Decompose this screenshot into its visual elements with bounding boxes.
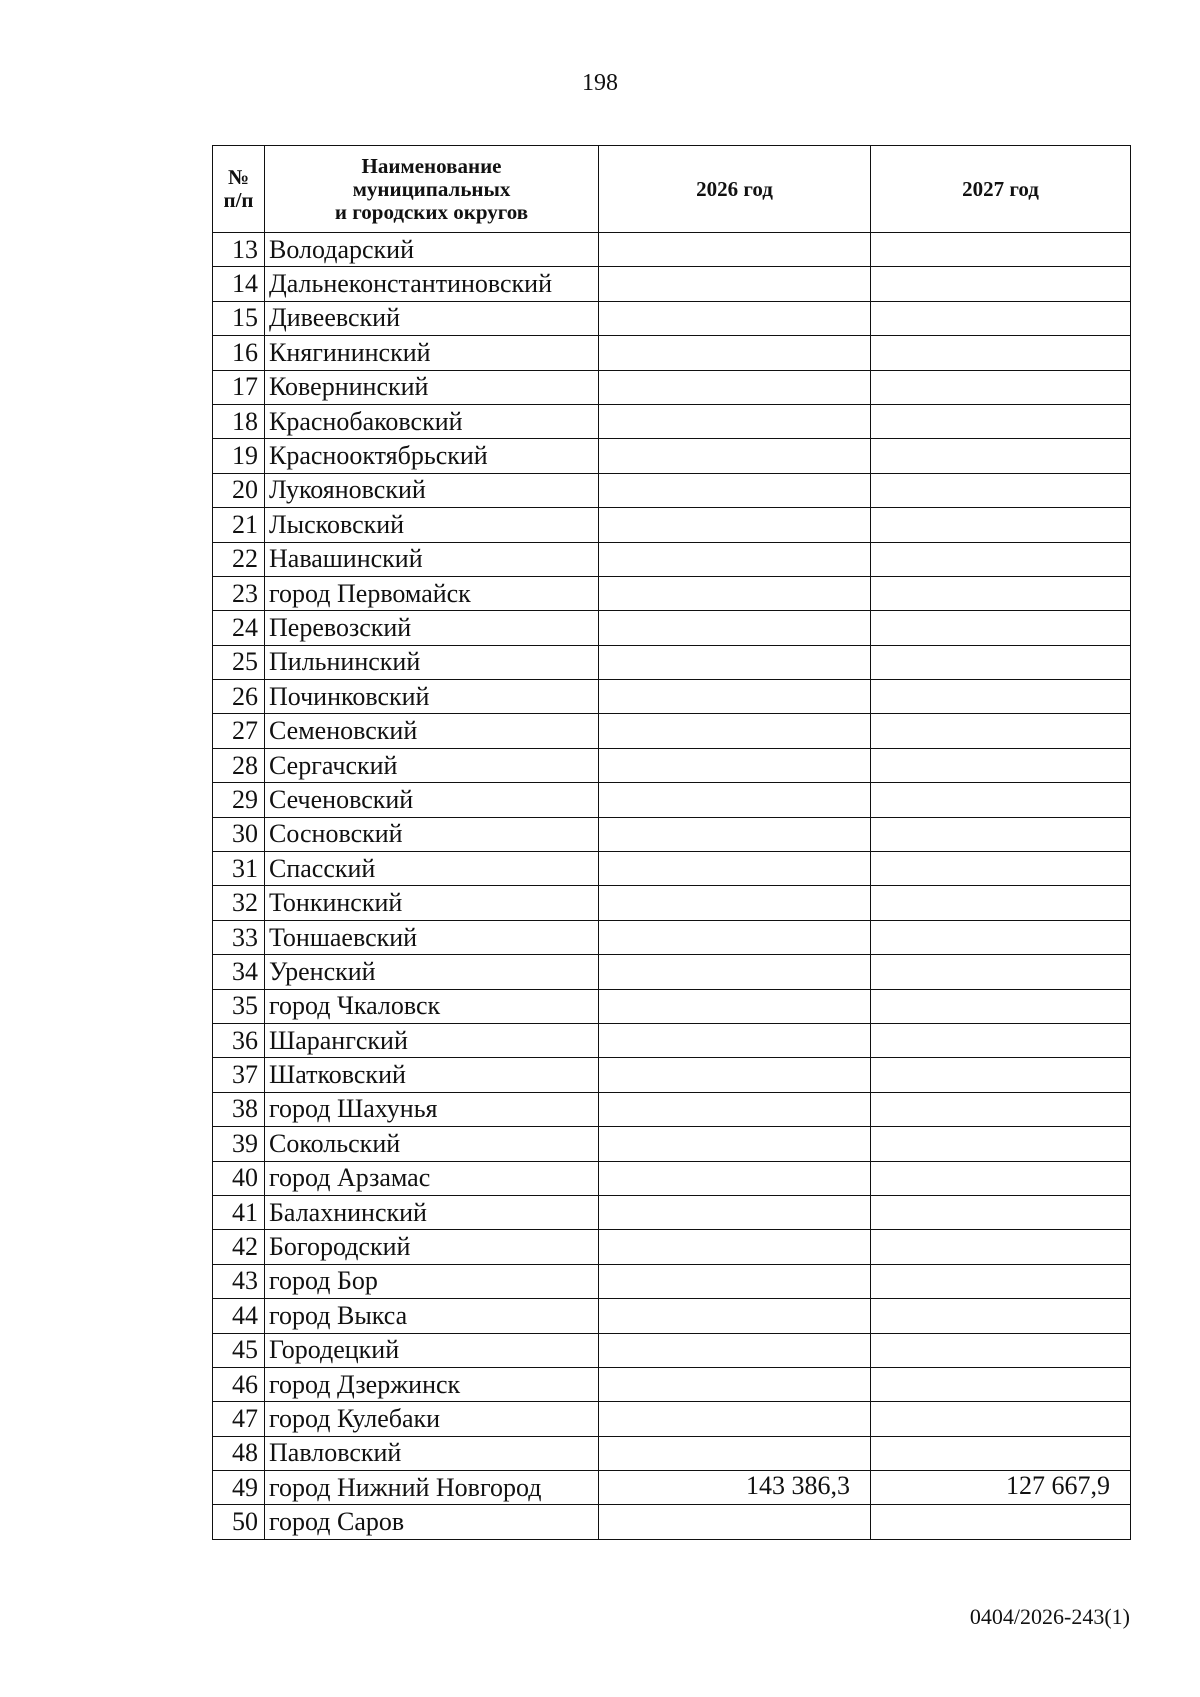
value-2027-cell: [871, 404, 1131, 438]
row-number-cell: 42: [213, 1230, 265, 1264]
value-2026-cell: [599, 611, 871, 645]
municipality-name-cell: город Кулебаки: [265, 1402, 599, 1436]
row-number-cell: 21: [213, 508, 265, 542]
row-number-cell: 40: [213, 1161, 265, 1195]
value-2026-cell: [599, 783, 871, 817]
table-row: [213, 748, 1131, 782]
table-row: [213, 1505, 1131, 1539]
value-2026-cell: [599, 852, 871, 886]
value-2027-cell: [871, 370, 1131, 404]
municipality-name-cell: город Чкаловск: [265, 989, 599, 1023]
municipality-name-cell: Дивеевский: [265, 301, 599, 335]
value-2026-cell: [599, 1161, 871, 1195]
row-number-cell: 24: [213, 611, 265, 645]
value-2026-cell: [599, 1092, 871, 1126]
row-number-cell: 30: [213, 817, 265, 851]
value-2026-cell: [599, 576, 871, 610]
table-row: [213, 473, 1131, 507]
table-header-row: [213, 146, 1131, 233]
value-2027-cell: [871, 817, 1131, 851]
row-number-cell: 45: [213, 1333, 265, 1367]
header-year-2027: 2027 год: [871, 146, 1131, 233]
table-row: [213, 1023, 1131, 1057]
row-number-cell: 14: [213, 267, 265, 301]
value-2026-cell: [599, 439, 871, 473]
value-2026-cell: [599, 233, 871, 267]
table-row: [213, 370, 1131, 404]
row-number-cell: 50: [213, 1505, 265, 1539]
value-2027-cell: [871, 645, 1131, 679]
table-row: [213, 233, 1131, 267]
municipality-name-cell: Сосновский: [265, 817, 599, 851]
table-row: [213, 680, 1131, 714]
row-number-cell: 43: [213, 1264, 265, 1298]
municipality-name-cell: Сеченовский: [265, 783, 599, 817]
value-2026-cell: [599, 886, 871, 920]
table-row: [213, 817, 1131, 851]
budget-table: [212, 145, 1131, 1540]
municipality-name-cell: Дальнеконстантиновский: [265, 267, 599, 301]
value-2027-cell: [871, 1264, 1131, 1298]
value-2026-cell: [599, 267, 871, 301]
value-2027-cell: [871, 920, 1131, 954]
header-municipality-name: Наименование муниципальных и городских округов: [265, 146, 599, 233]
row-number-cell: 18: [213, 404, 265, 438]
value-2026-cell: [599, 920, 871, 954]
municipality-name-cell: Лукояновский: [265, 473, 599, 507]
municipality-name-cell: город Шахунья: [265, 1092, 599, 1126]
row-number-cell: 33: [213, 920, 265, 954]
value-2027-cell: [871, 1230, 1131, 1264]
table-body: [213, 233, 1131, 1540]
row-number-cell: 17: [213, 370, 265, 404]
value-2027-cell: [871, 439, 1131, 473]
table-row: [213, 1471, 1131, 1505]
table-row: [213, 645, 1131, 679]
value-2027-cell: [871, 1195, 1131, 1229]
value-2027-cell: [871, 748, 1131, 782]
row-number-cell: 38: [213, 1092, 265, 1126]
row-number-cell: 27: [213, 714, 265, 748]
table-row: [213, 542, 1131, 576]
value-2027-cell: [871, 542, 1131, 576]
value-2027-cell: [871, 1058, 1131, 1092]
value-2026-cell: [599, 1505, 871, 1539]
value-2026-cell: [599, 542, 871, 576]
value-2026-cell: [599, 336, 871, 370]
municipality-name-cell: Городецкий: [265, 1333, 599, 1367]
municipality-name-cell: Володарский: [265, 233, 599, 267]
value-2026-cell: [599, 1230, 871, 1264]
row-number-cell: 26: [213, 680, 265, 714]
value-2027-cell: [871, 1505, 1131, 1539]
municipality-name-cell: Уренский: [265, 955, 599, 989]
table-row: [213, 611, 1131, 645]
value-2026-cell: [599, 508, 871, 542]
table-row: [213, 404, 1131, 438]
municipality-name-cell: город Бор: [265, 1264, 599, 1298]
value-2027-cell: [871, 336, 1131, 370]
row-number-cell: 44: [213, 1299, 265, 1333]
table-row: [213, 267, 1131, 301]
value-2026-cell: [599, 1402, 871, 1436]
row-number-cell: 15: [213, 301, 265, 335]
municipality-name-cell: Шатковский: [265, 1058, 599, 1092]
value-2026-cell: [599, 1436, 871, 1470]
value-2027-cell: [871, 267, 1131, 301]
value-2027-cell: [871, 1023, 1131, 1057]
table-row: [213, 1195, 1131, 1229]
value-2027-cell: [871, 508, 1131, 542]
municipality-name-cell: Сергачский: [265, 748, 599, 782]
value-2026-cell: [599, 817, 871, 851]
value-2026-cell: 143 386,3: [599, 1471, 871, 1505]
municipality-name-cell: Ковернинский: [265, 370, 599, 404]
municipality-name-cell: Сокольский: [265, 1127, 599, 1161]
row-number-cell: 32: [213, 886, 265, 920]
page-number: 198: [582, 70, 618, 96]
row-number-cell: 29: [213, 783, 265, 817]
value-2026-cell: [599, 714, 871, 748]
value-2027-cell: [871, 989, 1131, 1023]
row-number-cell: 34: [213, 955, 265, 989]
value-2027-cell: [871, 611, 1131, 645]
municipality-name-cell: Шарангский: [265, 1023, 599, 1057]
municipality-name-cell: город Выкса: [265, 1299, 599, 1333]
table-row: [213, 714, 1131, 748]
row-number-cell: 20: [213, 473, 265, 507]
municipality-name-cell: город Арзамас: [265, 1161, 599, 1195]
row-number-cell: 23: [213, 576, 265, 610]
municipality-name-cell: Починковский: [265, 680, 599, 714]
municipality-name-cell: город Саров: [265, 1505, 599, 1539]
value-2027-cell: [871, 1367, 1131, 1401]
municipality-name-cell: Навашинский: [265, 542, 599, 576]
municipality-name-cell: Павловский: [265, 1436, 599, 1470]
table-row: [213, 1264, 1131, 1298]
value-2026-cell: [599, 1195, 871, 1229]
value-2027-cell: [871, 955, 1131, 989]
value-2027-cell: [871, 1402, 1131, 1436]
row-number-cell: 48: [213, 1436, 265, 1470]
municipality-name-cell: Краснооктябрьский: [265, 439, 599, 473]
value-2027-cell: [871, 886, 1131, 920]
value-2026-cell: [599, 989, 871, 1023]
table-row: [213, 1367, 1131, 1401]
value-2026-cell: [599, 404, 871, 438]
municipality-name-cell: город Первомайск: [265, 576, 599, 610]
municipality-name-cell: Семеновский: [265, 714, 599, 748]
value-2027-cell: [871, 301, 1131, 335]
row-number-cell: 37: [213, 1058, 265, 1092]
table-row: [213, 1436, 1131, 1470]
municipality-name-cell: город Нижний Новгород: [265, 1471, 599, 1505]
value-2026-cell: [599, 1333, 871, 1367]
row-number-cell: 46: [213, 1367, 265, 1401]
row-number-cell: 31: [213, 852, 265, 886]
municipality-name-cell: Балахнинский: [265, 1195, 599, 1229]
municipality-name-cell: Пильнинский: [265, 645, 599, 679]
row-number-cell: 19: [213, 439, 265, 473]
value-2026-cell: [599, 370, 871, 404]
value-2026-cell: [599, 955, 871, 989]
municipality-name-cell: город Дзержинск: [265, 1367, 599, 1401]
table-row: [213, 576, 1131, 610]
table-row: [213, 1127, 1131, 1161]
row-number-cell: 16: [213, 336, 265, 370]
table-row: [213, 1333, 1131, 1367]
table-row: [213, 336, 1131, 370]
value-2026-cell: [599, 645, 871, 679]
row-number-cell: 49: [213, 1471, 265, 1505]
municipality-name-cell: Тонкинский: [265, 886, 599, 920]
table-row: [213, 1230, 1131, 1264]
table-row: [213, 920, 1131, 954]
value-2026-cell: [599, 301, 871, 335]
value-2026-cell: [599, 473, 871, 507]
value-2026-cell: [599, 1367, 871, 1401]
value-2027-cell: 127 667,9: [871, 1471, 1131, 1505]
row-number-cell: 41: [213, 1195, 265, 1229]
value-2026-cell: [599, 1058, 871, 1092]
value-2027-cell: [871, 783, 1131, 817]
value-2027-cell: [871, 233, 1131, 267]
table-row: [213, 989, 1131, 1023]
table-row: [213, 1402, 1131, 1436]
table-row: [213, 783, 1131, 817]
value-2026-cell: [599, 1023, 871, 1057]
row-number-cell: 13: [213, 233, 265, 267]
municipality-name-cell: Тоншаевский: [265, 920, 599, 954]
row-number-cell: 22: [213, 542, 265, 576]
value-2027-cell: [871, 852, 1131, 886]
value-2027-cell: [871, 1127, 1131, 1161]
table-row: [213, 439, 1131, 473]
value-2026-cell: [599, 1264, 871, 1298]
municipality-name-cell: Краснобаковский: [265, 404, 599, 438]
value-2027-cell: [871, 1436, 1131, 1470]
row-number-cell: 36: [213, 1023, 265, 1057]
row-number-cell: 25: [213, 645, 265, 679]
municipality-name-cell: Княгининский: [265, 336, 599, 370]
value-2027-cell: [871, 1299, 1131, 1333]
value-2026-cell: [599, 1299, 871, 1333]
row-number-cell: 47: [213, 1402, 265, 1436]
value-2027-cell: [871, 1092, 1131, 1126]
table-row: [213, 1161, 1131, 1195]
value-2027-cell: [871, 1161, 1131, 1195]
value-2026-cell: [599, 1127, 871, 1161]
document-code: 0404/2026-243(1): [969, 1604, 1130, 1629]
value-2027-cell: [871, 680, 1131, 714]
table-row: [213, 886, 1131, 920]
value-2027-cell: [871, 714, 1131, 748]
header-number: № п/п: [213, 146, 265, 233]
row-number-cell: 28: [213, 748, 265, 782]
value-2027-cell: [871, 473, 1131, 507]
table-row: [213, 955, 1131, 989]
value-2027-cell: [871, 576, 1131, 610]
table-row: [213, 852, 1131, 886]
table-row: [213, 301, 1131, 335]
municipality-name-cell: Спасский: [265, 852, 599, 886]
value-2026-cell: [599, 748, 871, 782]
municipality-name-cell: Богородский: [265, 1230, 599, 1264]
table-row: [213, 1058, 1131, 1092]
row-number-cell: 39: [213, 1127, 265, 1161]
municipality-name-cell: Лысковский: [265, 508, 599, 542]
row-number-cell: 35: [213, 989, 265, 1023]
table-row: [213, 508, 1131, 542]
table-row: [213, 1092, 1131, 1126]
value-2027-cell: [871, 1333, 1131, 1367]
header-year-2026: 2026 год: [599, 146, 871, 233]
table-row: [213, 1299, 1131, 1333]
value-2026-cell: [599, 680, 871, 714]
municipality-name-cell: Перевозский: [265, 611, 599, 645]
